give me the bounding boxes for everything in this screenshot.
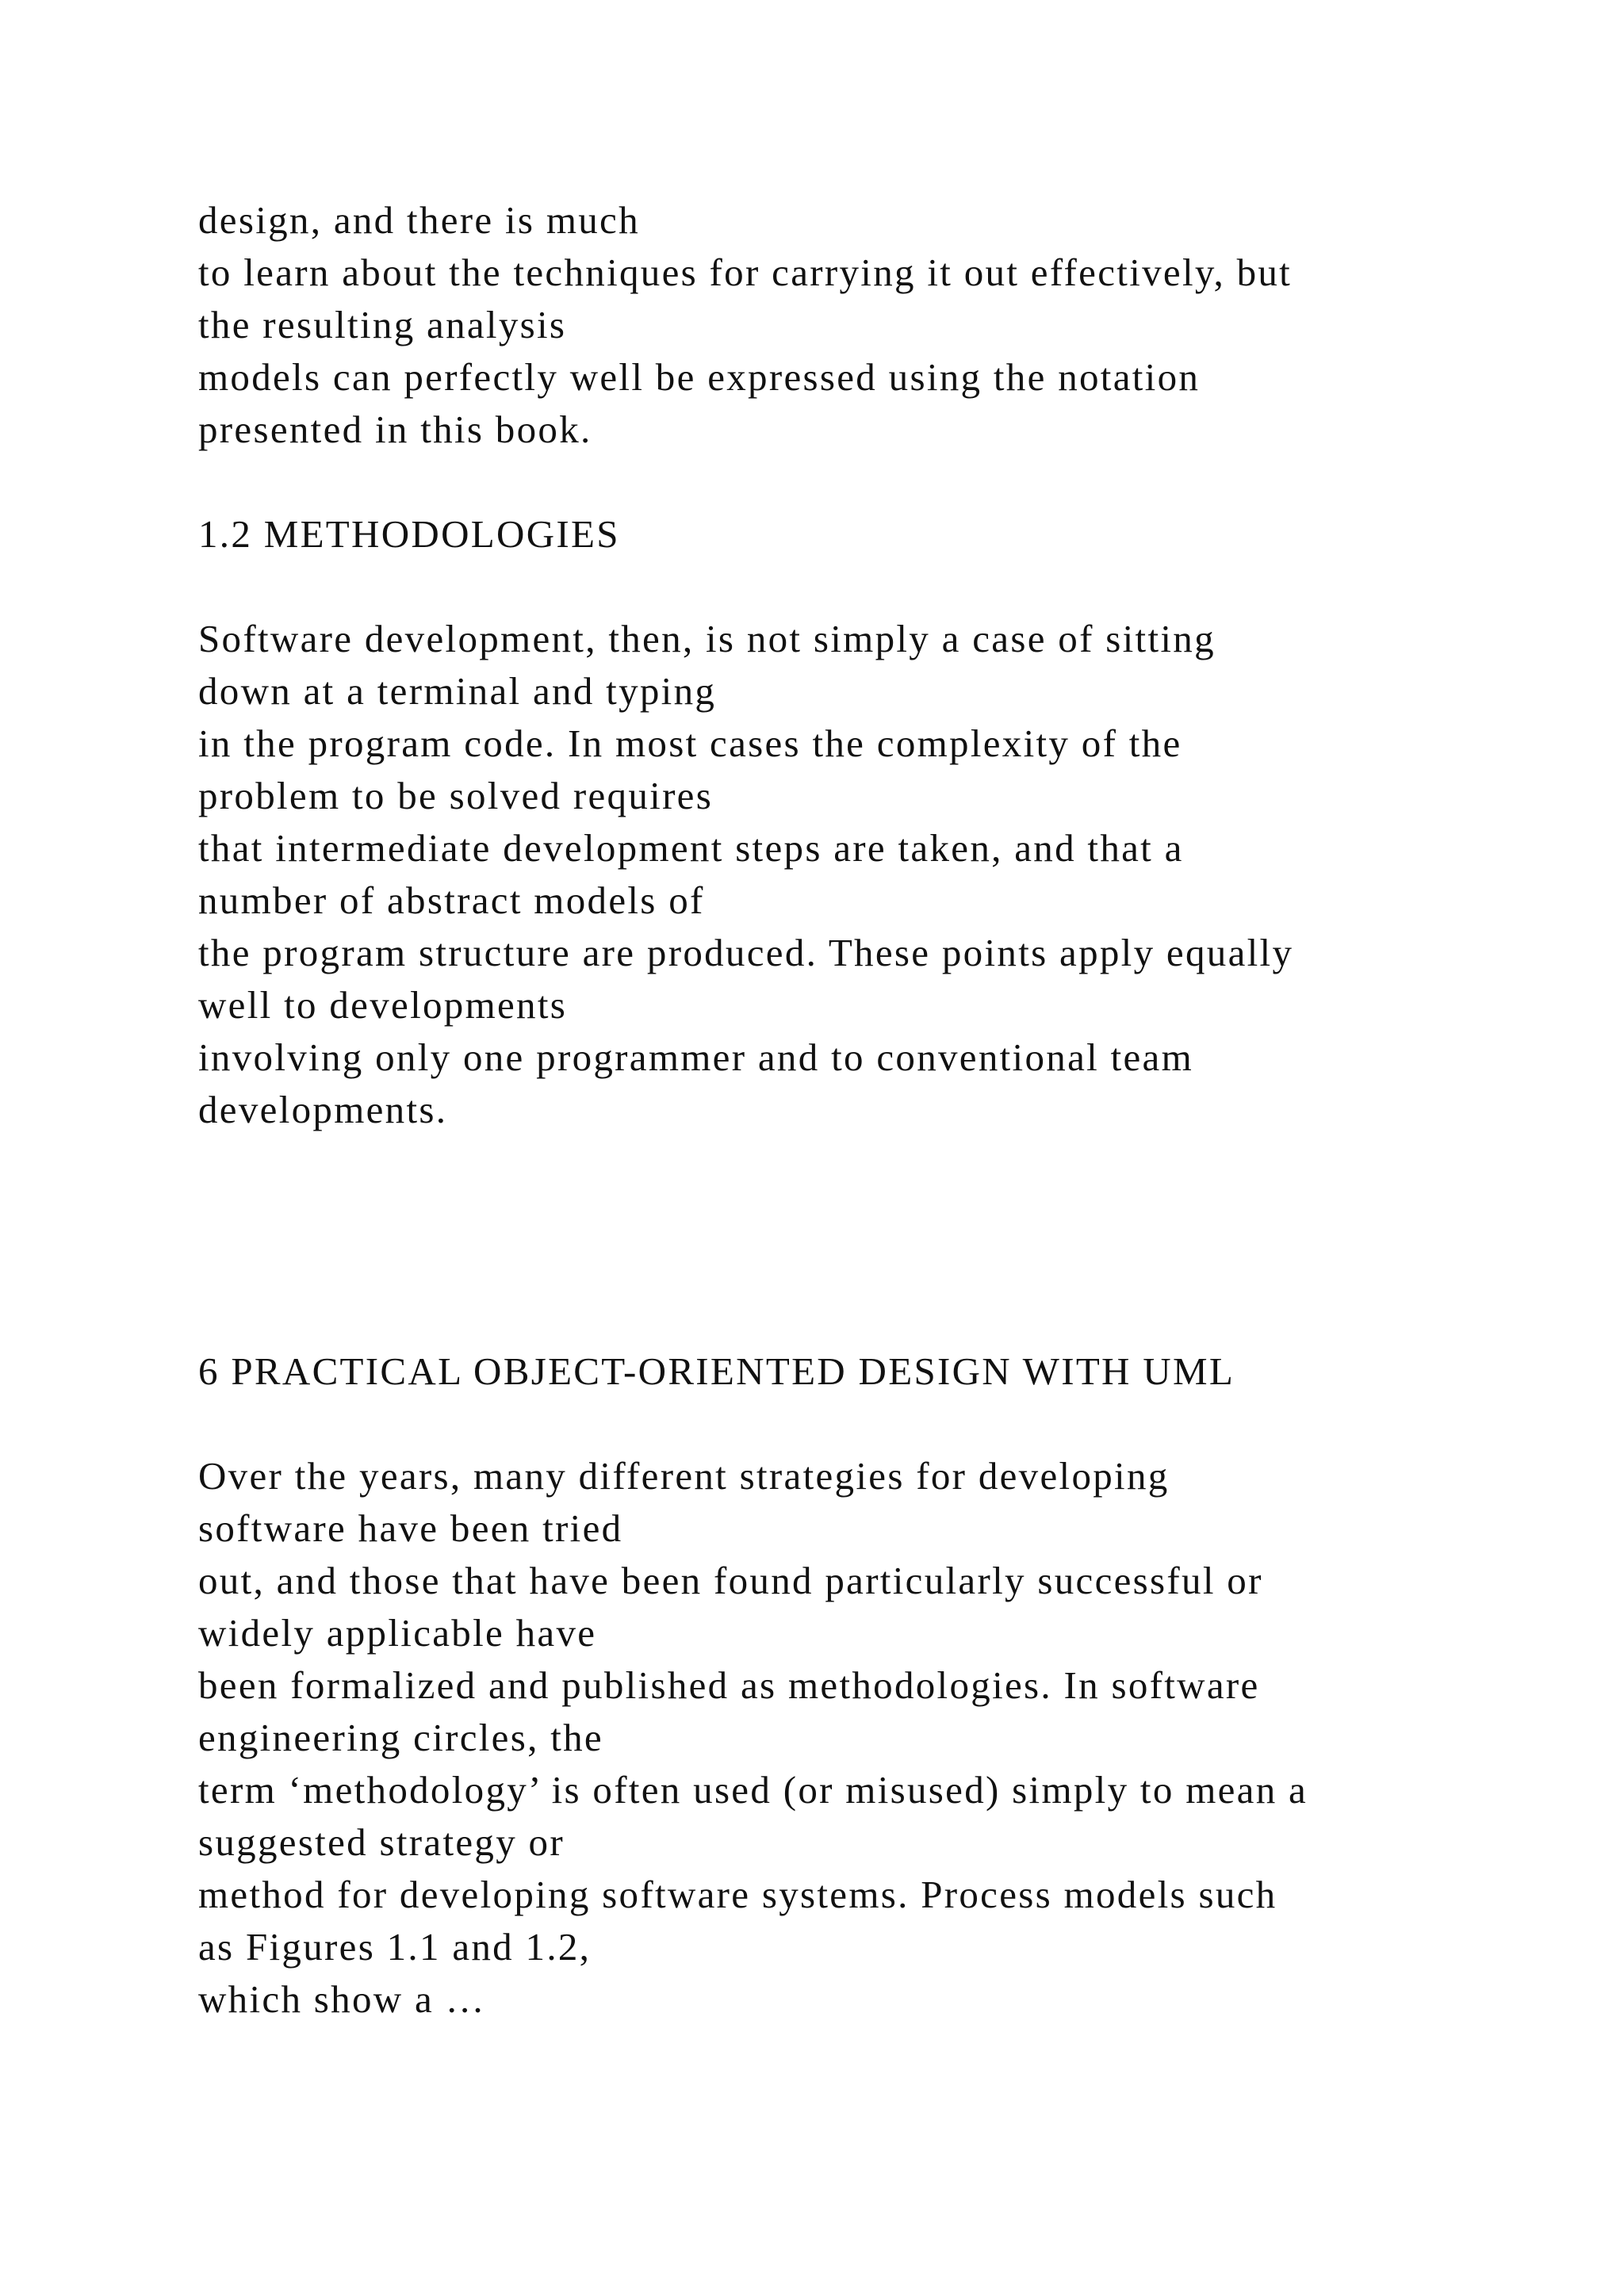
text-line: design, and there is much [198, 198, 640, 242]
text-line: software have been tried [198, 1506, 623, 1550]
text-line: which show a … [198, 1977, 486, 2021]
text-line: to learn about the techniques for carrying it out effectively, but [198, 251, 1293, 294]
text-line: models can perfectly well be expressed using the notation [198, 355, 1201, 399]
text-line: down at a terminal and typing [198, 669, 717, 713]
text-line: involving only one programmer and to conventional team [198, 1035, 1194, 1079]
text-line: out, and those that have been found particularly successful or [198, 1559, 1263, 1602]
text-line: suggested strategy or [198, 1820, 565, 1864]
text-line: been formalized and published as methodologies. In software [198, 1663, 1260, 1707]
document-page [198, 194, 1507, 2078]
text-line: as Figures 1.1 and 1.2, [198, 1925, 592, 1969]
text-line: method for developing software systems. Process models such [198, 1873, 1277, 1916]
section-heading: 1.2 METHODOLOGIES [198, 512, 620, 556]
text-line: that intermediate development steps are taken, and that a [198, 826, 1184, 870]
page-break-space [198, 1188, 1507, 1345]
text-line: number of abstract models of [198, 878, 705, 922]
text-line: engineering circles, the [198, 1716, 603, 1759]
text-line: Over the years, many different strategies for developing [198, 1454, 1170, 1498]
text-line: developments. [198, 1088, 448, 1131]
text-line: in the program code. In most cases the complexity of the [198, 721, 1182, 765]
text-line: well to developments [198, 983, 568, 1027]
text-line: Software development, then, is not simply a case of sitting [198, 617, 1216, 660]
running-header: 6 PRACTICAL OBJECT-ORIENTED DESIGN WITH UML [198, 1349, 1235, 1393]
running-header-block [198, 1345, 1507, 1398]
paragraph-methodologies [198, 1450, 1507, 2026]
text-line: widely applicable have [198, 1611, 597, 1655]
section-heading-block [198, 508, 1507, 561]
text-line: the resulting analysis [198, 303, 567, 346]
paragraph-intro [198, 194, 1507, 456]
paragraph-development [198, 613, 1507, 1136]
text-line: the program structure are produced. These points apply equally [198, 931, 1294, 974]
text-line: term ‘methodology’ is often used (or misused) simply to mean a [198, 1768, 1308, 1812]
text-line: presented in this book. [198, 408, 592, 451]
text-line: problem to be solved requires [198, 774, 714, 817]
